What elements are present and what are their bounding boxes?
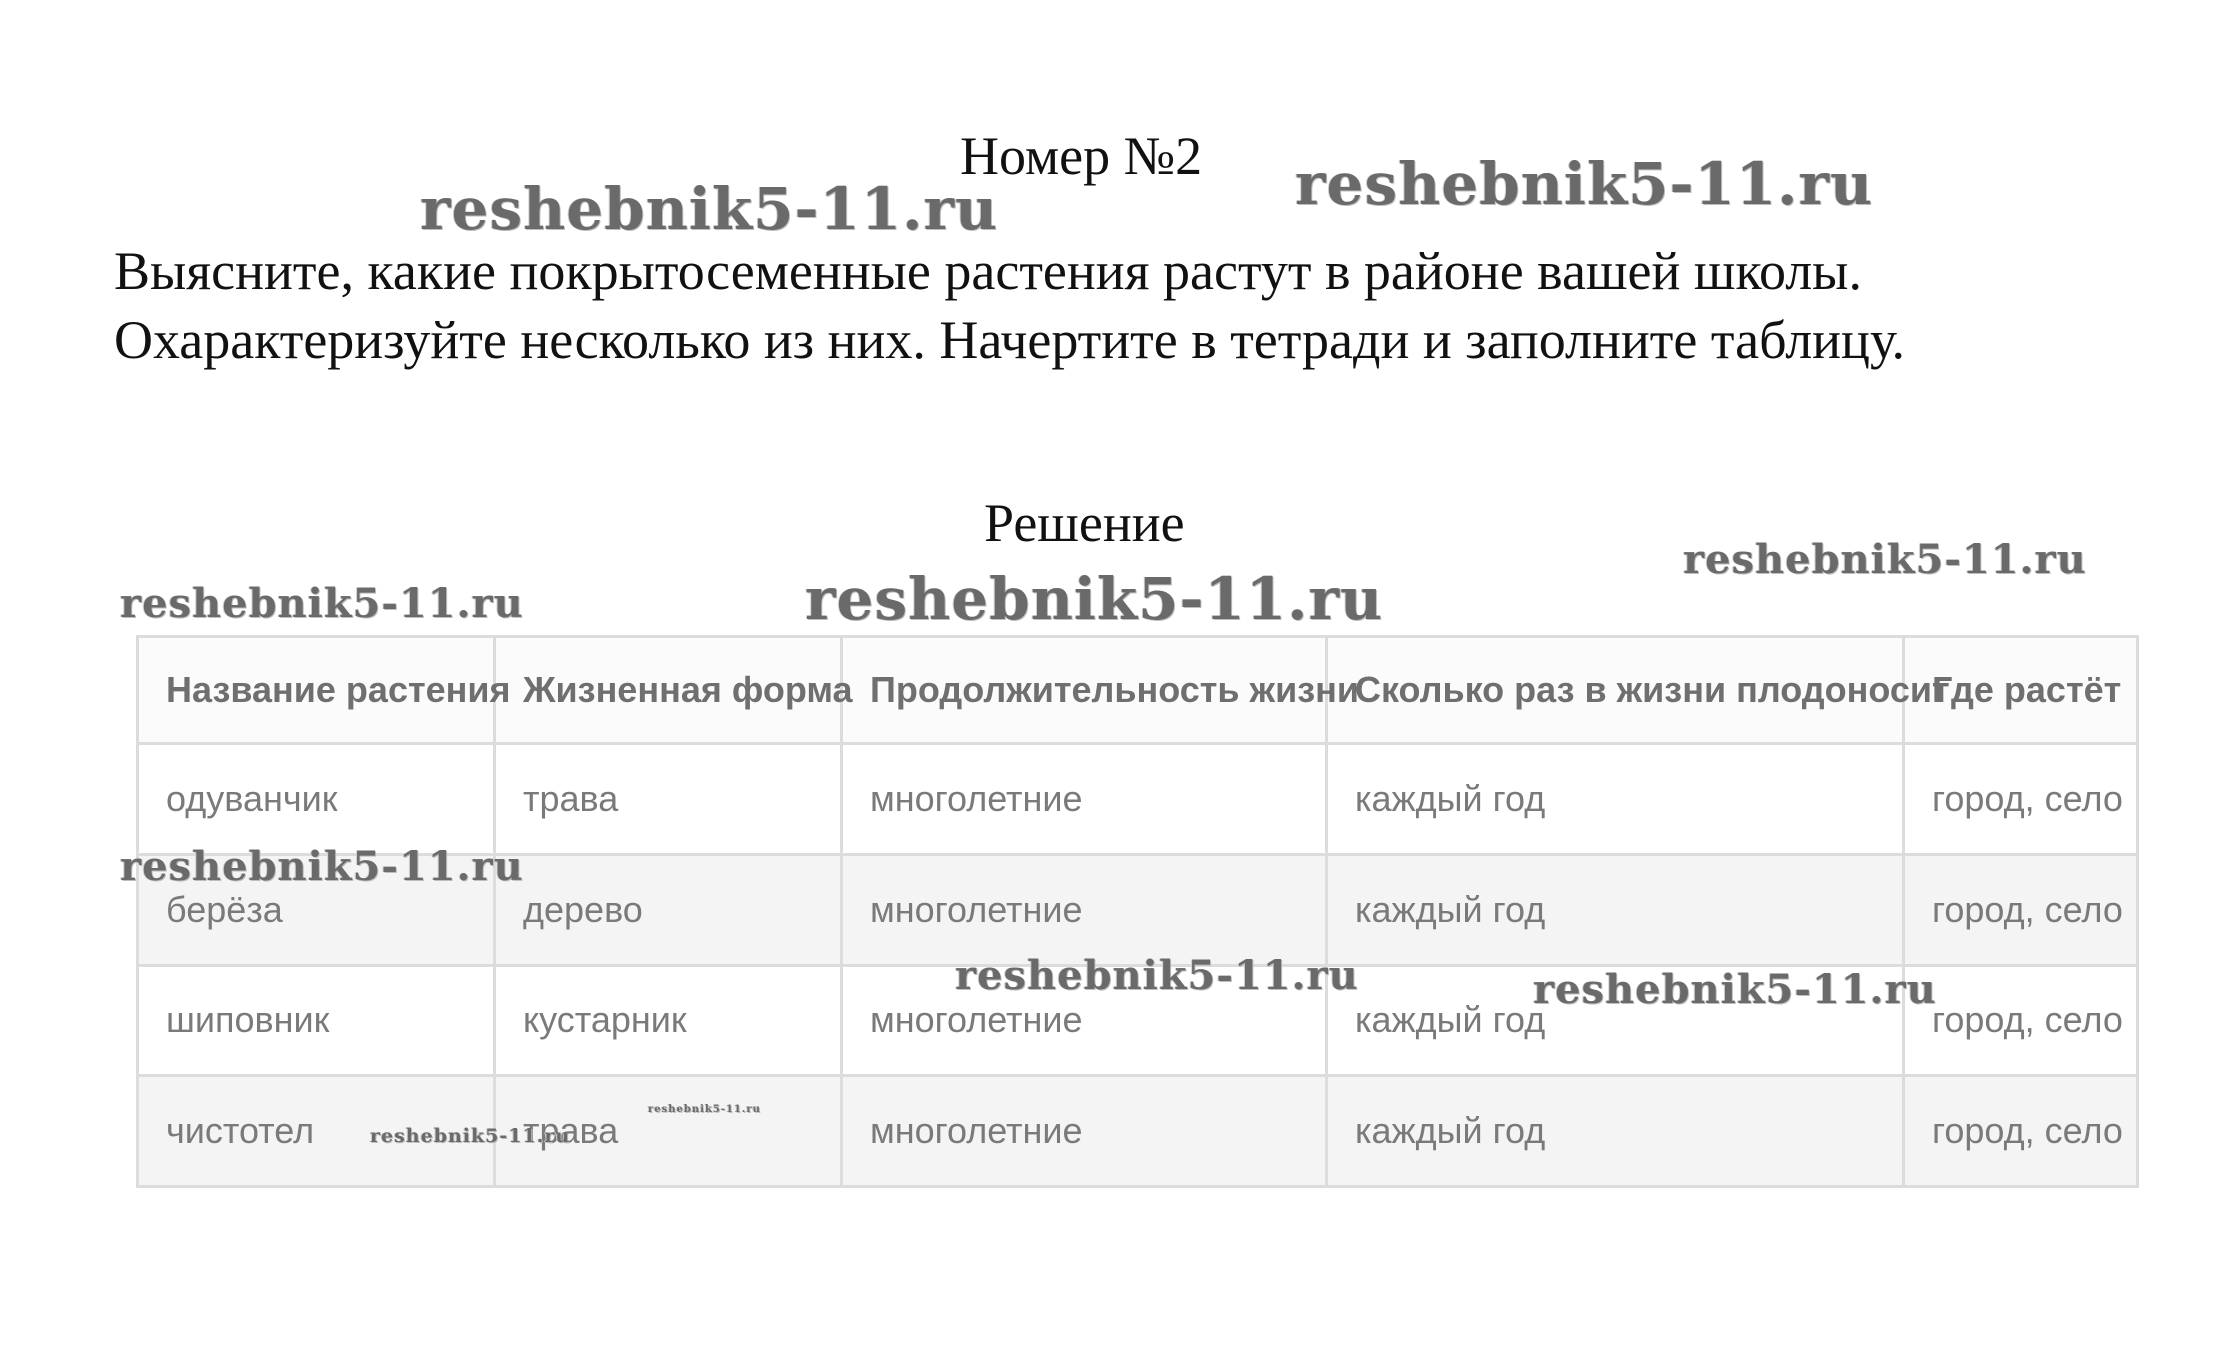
- solution-heading: Решение: [984, 493, 1185, 553]
- header-plant-name: Название растения: [138, 637, 495, 744]
- cell-life-form: трава: [495, 1076, 842, 1187]
- cell-habitat: город, село: [1904, 965, 2138, 1076]
- watermark: reshebnik5-11.ru: [1533, 966, 1937, 1013]
- table-row: [138, 744, 2138, 855]
- header-habitat: Где растёт: [1904, 637, 2138, 744]
- header-life-form: Жизненная форма: [495, 637, 842, 744]
- watermark: reshebnik5-11.ru: [120, 843, 524, 890]
- watermark: reshebnik5-11.ru: [648, 1104, 761, 1115]
- watermark: reshebnik5-11.ru: [420, 175, 999, 243]
- cell-fruiting-frequency: каждый год: [1327, 965, 1904, 1076]
- watermark: reshebnik5-11.ru: [1683, 536, 2087, 583]
- cell-fruiting-frequency: каждый год: [1327, 1076, 1904, 1187]
- watermark: reshebnik5-11.ru: [955, 952, 1359, 999]
- cell-habitat: город, село: [1904, 744, 2138, 855]
- cell-habitat: город, село: [1904, 854, 2138, 965]
- header-fruiting-frequency: Сколько раз в жизни плодоносит: [1327, 637, 1904, 744]
- task-number-heading: Номер №2: [960, 126, 1203, 186]
- cell-life-form: дерево: [495, 854, 842, 965]
- cell-fruiting-frequency: каждый год: [1327, 854, 1904, 965]
- cell-life-form: кустарник: [495, 965, 842, 1076]
- cell-plant-name: шиповник: [138, 965, 495, 1076]
- watermark: reshebnik5-11.ru: [370, 1125, 571, 1147]
- cell-life-form: трава: [495, 744, 842, 855]
- cell-life-span: многолетние: [842, 1076, 1327, 1187]
- plant-table: [136, 635, 2139, 1188]
- watermark: reshebnik5-11.ru: [120, 580, 524, 627]
- watermark: reshebnik5-11.ru: [805, 565, 1384, 633]
- cell-plant-name: чистотел: [138, 1076, 495, 1187]
- cell-fruiting-frequency: каждый год: [1327, 744, 1904, 855]
- cell-life-span: многолетние: [842, 854, 1327, 965]
- watermark: reshebnik5-11.ru: [1295, 150, 1874, 218]
- table-header-row: [138, 637, 2138, 744]
- cell-plant-name: берёза: [138, 854, 495, 965]
- task-text: Выясните, какие покрытосеменные растения растут в районе вашей школы. Охарактеризуйте несколько из них. Начертите в тетради и заполните таблицу.: [114, 241, 1906, 370]
- cell-plant-name: одуванчик: [138, 744, 495, 855]
- cell-habitat: город, село: [1904, 1076, 2138, 1187]
- cell-life-span: многолетние: [842, 965, 1327, 1076]
- header-life-span: Продолжительность жизни: [842, 637, 1327, 744]
- cell-life-span: многолетние: [842, 744, 1327, 855]
